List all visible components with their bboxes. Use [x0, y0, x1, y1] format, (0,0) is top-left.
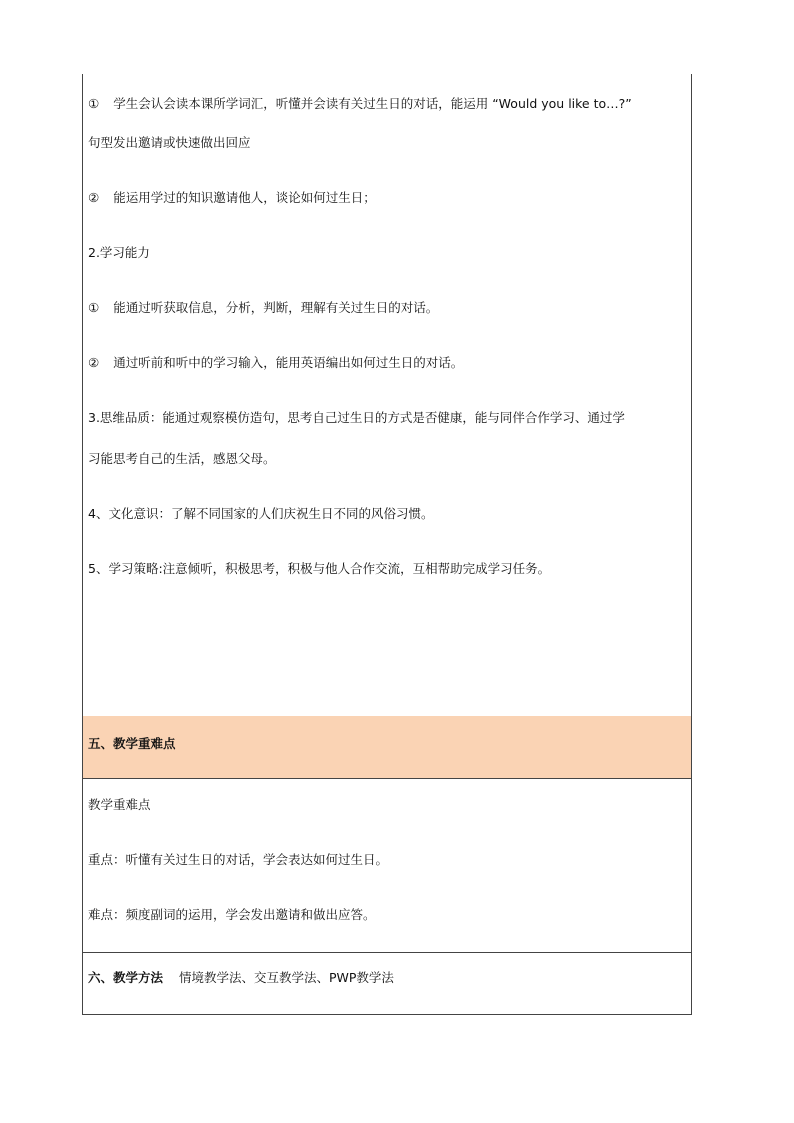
objective-knowledge-line-2: 句型发出邀请或快速做出回应: [88, 135, 251, 150]
objective-knowledge-line-1: ① 学生会认会读本课所学词汇，听懂并会读有关过生日的对话，能运用 “Would you like to…?”: [88, 96, 632, 111]
section-5-header: [83, 716, 691, 778]
key-point: 重点：听懂有关过生日的对话，学会表达如何过生日。: [88, 852, 389, 867]
table-left-border: [82, 74, 83, 1015]
circled-number-2: ②: [88, 355, 100, 370]
learning-strategy: 5、学习策略:注意倾听，积极思考，积极与他人合作交流，互相帮助完成学习任务。: [88, 561, 551, 576]
difficult-point: 难点：频度副词的运用，学会发出邀请和做出应答。: [88, 907, 376, 922]
section-5-subtitle: 教学重难点: [88, 797, 151, 812]
section-6-title: 六、教学方法: [88, 970, 164, 985]
section-5-title: 五、教学重难点: [88, 736, 176, 751]
table-bottom-border: [82, 1014, 692, 1015]
section-6-row: [88, 970, 394, 986]
learning-ability-item-1: ① 能通过听获取信息，分析，判断，理解有关过生日的对话。: [88, 300, 439, 315]
thinking-quality-line-1: 3.思维品质：能通过观察模仿造句，思考自己过生日的方式是否健康，能与同伴合作学习、通过学: [88, 410, 625, 425]
circled-number-1: ①: [88, 96, 100, 111]
divider: [82, 952, 692, 953]
learning-ability-heading: 2.学习能力: [88, 245, 150, 260]
teaching-methods: 情境教学法、交互教学法、PWP教学法: [178, 970, 394, 985]
table-right-border: [691, 74, 692, 1015]
cultural-awareness: 4、文化意识：了解不同国家的人们庆祝生日不同的风俗习惯。: [88, 506, 434, 521]
circled-number-2: ②: [88, 190, 100, 205]
circled-number-1: ①: [88, 300, 100, 315]
objective-knowledge-item-2: ② 能运用学过的知识邀请他人，谈论如何过生日；: [88, 190, 376, 205]
divider: [82, 778, 692, 779]
lesson-plan-table: [82, 74, 692, 1015]
thinking-quality-line-2: 习能思考自己的生活，感恩父母。: [88, 451, 276, 466]
learning-ability-item-2: ② 通过听前和听中的学习输入，能用英语编出如何过生日的对话。: [88, 355, 464, 370]
